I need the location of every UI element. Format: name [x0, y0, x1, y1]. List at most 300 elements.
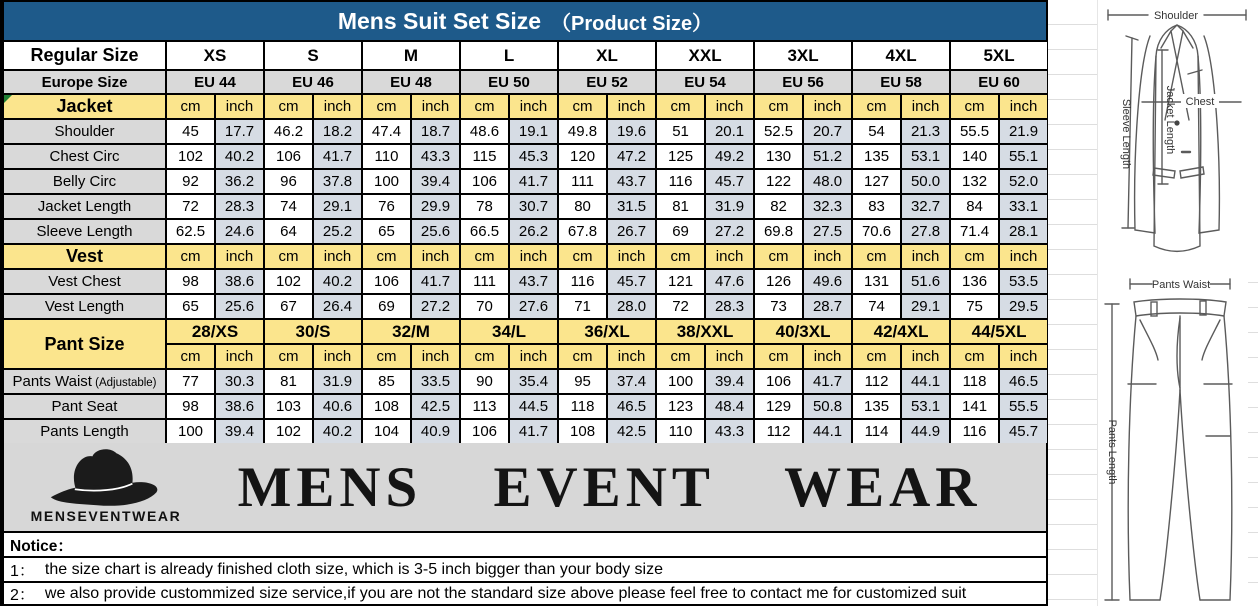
inch-value-cell: 31.5 — [607, 194, 656, 219]
unit-cm-cell: cm — [362, 244, 411, 269]
data-row — [3, 419, 1048, 444]
unit-cm-cell: cm — [656, 244, 705, 269]
inch-value-cell: 27.2 — [411, 294, 460, 319]
unit-cm-cell: cm — [558, 94, 607, 119]
inch-value-cell: 25.6 — [215, 294, 264, 319]
row-label: Sleeve Length — [3, 219, 166, 244]
cm-value-cell: 120 — [558, 144, 607, 169]
unit-inch-cell: inch — [803, 344, 852, 369]
row-label-suffix: (Adjustable) — [91, 377, 157, 389]
unit-cm-cell: cm — [656, 344, 705, 369]
cm-value-cell: 81 — [264, 369, 313, 394]
unit-cm-cell: cm — [950, 344, 999, 369]
cm-value-cell: 127 — [852, 169, 901, 194]
inch-value-cell: 32.3 — [803, 194, 852, 219]
inch-value-cell: 47.6 — [705, 269, 754, 294]
cm-value-cell: 112 — [754, 419, 803, 444]
inch-value-cell: 21.3 — [901, 119, 950, 144]
cm-value-cell: 129 — [754, 394, 803, 419]
pant-size-col-header: 30/S — [264, 319, 362, 344]
cm-value-cell: 135 — [852, 394, 901, 419]
notice-heading-row — [2, 531, 1048, 556]
inch-value-cell: 41.7 — [509, 169, 558, 194]
unit-inch-cell: inch — [999, 344, 1048, 369]
cm-value-cell: 90 — [460, 369, 509, 394]
cm-value-cell: 132 — [950, 169, 999, 194]
unit-inch-cell: inch — [901, 94, 950, 119]
cm-value-cell: 100 — [656, 369, 705, 394]
cm-value-cell: 70 — [460, 294, 509, 319]
cm-value-cell: 98 — [166, 269, 215, 294]
inch-value-cell: 46.5 — [999, 369, 1048, 394]
hat-icon — [31, 446, 181, 510]
cm-value-cell: 74 — [852, 294, 901, 319]
spreadsheet-gridlines-right — [1248, 258, 1258, 606]
row-label: Chest Circ — [3, 144, 166, 169]
cm-value-cell: 49.8 — [558, 119, 607, 144]
inch-value-cell: 21.9 — [999, 119, 1048, 144]
cm-value-cell: 65 — [362, 219, 411, 244]
inch-value-cell: 43.3 — [705, 419, 754, 444]
inch-value-cell: 35.4 — [509, 369, 558, 394]
inch-value-cell: 20.1 — [705, 119, 754, 144]
cm-value-cell: 98 — [166, 394, 215, 419]
inch-value-cell: 19.1 — [509, 119, 558, 144]
inch-value-cell: 53.5 — [999, 269, 1048, 294]
cm-value-cell: 100 — [362, 169, 411, 194]
unit-cm-cell: cm — [754, 94, 803, 119]
shoulder-label: Shoulder — [1153, 10, 1199, 22]
row-label: Pant Seat — [3, 394, 166, 419]
section-label-jacket: Jacket — [3, 94, 166, 119]
inch-value-cell: 25.6 — [411, 219, 460, 244]
inch-value-cell: 43.7 — [509, 269, 558, 294]
row-label: Vest Length — [3, 294, 166, 319]
inch-value-cell: 30.7 — [509, 194, 558, 219]
inch-value-cell: 40.2 — [313, 419, 362, 444]
cm-value-cell: 115 — [460, 144, 509, 169]
cm-value-cell: 46.2 — [264, 119, 313, 144]
inch-value-cell: 27.6 — [509, 294, 558, 319]
spreadsheet-gridlines-left — [1048, 0, 1098, 606]
data-row — [3, 119, 1048, 144]
inch-value-cell: 41.7 — [411, 269, 460, 294]
pants-diagram — [1100, 262, 1244, 606]
cm-value-cell: 131 — [852, 269, 901, 294]
cm-value-cell: 103 — [264, 394, 313, 419]
inch-value-cell: 49.2 — [705, 144, 754, 169]
cm-value-cell: 95 — [558, 369, 607, 394]
inch-value-cell: 40.2 — [313, 269, 362, 294]
unit-inch-cell: inch — [607, 244, 656, 269]
pant-size-col-header: 38/XXL — [656, 319, 754, 344]
cm-value-cell: 71.4 — [950, 219, 999, 244]
inch-value-cell: 27.2 — [705, 219, 754, 244]
europe-size-col-header: EU 60 — [950, 70, 1048, 94]
cm-value-cell: 45 — [166, 119, 215, 144]
size-col-header: 4XL — [852, 41, 950, 70]
data-row — [3, 369, 1048, 394]
unit-cm-cell: cm — [950, 94, 999, 119]
cm-value-cell: 72 — [656, 294, 705, 319]
size-table — [2, 40, 1049, 445]
unit-inch-cell: inch — [313, 344, 362, 369]
inch-value-cell: 30.3 — [215, 369, 264, 394]
cm-value-cell: 121 — [656, 269, 705, 294]
cm-value-cell: 111 — [558, 169, 607, 194]
pants-waist-label: Pants Waist — [1151, 279, 1211, 291]
cm-value-cell: 69 — [362, 294, 411, 319]
unit-cm-cell: cm — [558, 244, 607, 269]
comment-flag — [4, 95, 12, 103]
page-title-banner — [2, 0, 1048, 40]
size-col-header: M — [362, 41, 460, 70]
cm-value-cell: 130 — [754, 144, 803, 169]
unit-inch-cell: inch — [705, 244, 754, 269]
row-label: Jacket Length — [3, 194, 166, 219]
europe-size-row — [3, 70, 1048, 94]
cm-value-cell: 114 — [852, 419, 901, 444]
notice-heading: Notice： — [10, 537, 73, 555]
cm-value-cell: 104 — [362, 419, 411, 444]
inch-value-cell: 36.2 — [215, 169, 264, 194]
cm-value-cell: 106 — [362, 269, 411, 294]
cm-value-cell: 74 — [264, 194, 313, 219]
inch-value-cell: 39.4 — [411, 169, 460, 194]
inch-value-cell: 33.5 — [411, 369, 460, 394]
row-label: Vest Chest — [3, 269, 166, 294]
page-title: Mens Suit Set Size — [337, 7, 542, 34]
unit-inch-cell: inch — [999, 94, 1048, 119]
unit-inch-cell: inch — [313, 244, 362, 269]
cm-value-cell: 66.5 — [460, 219, 509, 244]
cm-value-cell: 71 — [558, 294, 607, 319]
inch-value-cell: 28.7 — [803, 294, 852, 319]
cm-value-cell: 100 — [166, 419, 215, 444]
cm-value-cell: 136 — [950, 269, 999, 294]
vest-header-row — [3, 244, 1048, 269]
unit-inch-cell: inch — [313, 94, 362, 119]
cm-value-cell: 110 — [362, 144, 411, 169]
inch-value-cell: 25.2 — [313, 219, 362, 244]
regular-size-label: Regular Size — [3, 41, 166, 70]
inch-value-cell: 24.6 — [215, 219, 264, 244]
unit-inch-cell: inch — [803, 244, 852, 269]
cm-value-cell: 135 — [852, 144, 901, 169]
size-col-header: XL — [558, 41, 656, 70]
unit-inch-cell: inch — [411, 344, 460, 369]
europe-size-col-header: EU 52 — [558, 70, 656, 94]
inch-value-cell: 42.5 — [607, 419, 656, 444]
unit-inch-cell: inch — [509, 244, 558, 269]
inch-value-cell: 51.6 — [901, 269, 950, 294]
inch-value-cell: 45.7 — [607, 269, 656, 294]
cm-value-cell: 85 — [362, 369, 411, 394]
inch-value-cell: 47.2 — [607, 144, 656, 169]
unit-cm-cell: cm — [166, 344, 215, 369]
cm-value-cell: 70.6 — [852, 219, 901, 244]
unit-inch-cell: inch — [215, 94, 264, 119]
cm-value-cell: 123 — [656, 394, 705, 419]
cm-value-cell: 118 — [950, 369, 999, 394]
cm-value-cell: 140 — [950, 144, 999, 169]
inch-value-cell: 48.4 — [705, 394, 754, 419]
inch-value-cell: 28.3 — [705, 294, 754, 319]
inch-value-cell: 39.4 — [705, 369, 754, 394]
data-row — [3, 269, 1048, 294]
unit-cm-cell: cm — [754, 244, 803, 269]
inch-value-cell: 26.7 — [607, 219, 656, 244]
cm-value-cell: 76 — [362, 194, 411, 219]
pant-size-col-header: 32/M — [362, 319, 460, 344]
inch-value-cell: 55.5 — [999, 394, 1048, 419]
cm-value-cell: 73 — [754, 294, 803, 319]
cm-value-cell: 102 — [264, 419, 313, 444]
europe-size-col-header: EU 46 — [264, 70, 362, 94]
inch-value-cell: 45.7 — [999, 419, 1048, 444]
europe-size-label: Europe Size — [3, 70, 166, 94]
inch-value-cell: 33.1 — [999, 194, 1048, 219]
europe-size-col-header: EU 48 — [362, 70, 460, 94]
cm-value-cell: 110 — [656, 419, 705, 444]
cm-value-cell: 92 — [166, 169, 215, 194]
unit-cm-cell: cm — [166, 94, 215, 119]
notices — [2, 531, 1048, 606]
unit-cm-cell: cm — [656, 94, 705, 119]
inch-value-cell: 50.0 — [901, 169, 950, 194]
unit-cm-cell: cm — [852, 344, 901, 369]
pant-size-col-header: 34/L — [460, 319, 558, 344]
notice-item-2 — [2, 581, 1048, 606]
section-label-pant: Pant Size — [3, 319, 166, 369]
inch-value-cell: 20.7 — [803, 119, 852, 144]
inch-value-cell: 26.4 — [313, 294, 362, 319]
cm-value-cell: 69.8 — [754, 219, 803, 244]
notice-item-1 — [2, 556, 1048, 581]
cm-value-cell: 83 — [852, 194, 901, 219]
cm-value-cell: 106 — [754, 369, 803, 394]
europe-size-col-header: EU 58 — [852, 70, 950, 94]
size-col-header: XXL — [656, 41, 754, 70]
inch-value-cell: 19.6 — [607, 119, 656, 144]
unit-cm-cell: cm — [558, 344, 607, 369]
unit-cm-cell: cm — [754, 344, 803, 369]
unit-inch-cell: inch — [215, 344, 264, 369]
data-row — [3, 169, 1048, 194]
unit-inch-cell: inch — [999, 244, 1048, 269]
inch-value-cell: 28.0 — [607, 294, 656, 319]
cm-value-cell: 69 — [656, 219, 705, 244]
cm-value-cell: 64 — [264, 219, 313, 244]
unit-cm-cell: cm — [362, 344, 411, 369]
unit-cm-cell: cm — [166, 244, 215, 269]
inch-value-cell: 32.7 — [901, 194, 950, 219]
unit-cm-cell: cm — [852, 94, 901, 119]
pant-size-col-header: 40/3XL — [754, 319, 852, 344]
cm-value-cell: 116 — [656, 169, 705, 194]
inch-value-cell: 53.1 — [901, 394, 950, 419]
inch-value-cell: 27.5 — [803, 219, 852, 244]
inch-value-cell: 41.7 — [313, 144, 362, 169]
size-table-wrap — [2, 40, 1048, 445]
unit-inch-cell: inch — [215, 244, 264, 269]
cm-value-cell: 82 — [754, 194, 803, 219]
unit-inch-cell: inch — [705, 344, 754, 369]
section-label-vest: Vest — [3, 244, 166, 269]
cm-value-cell: 72 — [166, 194, 215, 219]
cm-value-cell: 62.5 — [166, 219, 215, 244]
europe-size-col-header: EU 54 — [656, 70, 754, 94]
unit-inch-cell: inch — [901, 344, 950, 369]
cm-value-cell: 67.8 — [558, 219, 607, 244]
inch-value-cell: 43.3 — [411, 144, 460, 169]
unit-inch-cell: inch — [509, 344, 558, 369]
cm-value-cell: 126 — [754, 269, 803, 294]
cm-value-cell: 112 — [852, 369, 901, 394]
row-label: Shoulder — [3, 119, 166, 144]
inch-value-cell: 18.2 — [313, 119, 362, 144]
inch-value-cell: 38.6 — [215, 394, 264, 419]
inch-value-cell: 29.9 — [411, 194, 460, 219]
size-col-header: 3XL — [754, 41, 852, 70]
sleeve-length-label: Sleeve Length — [1120, 98, 1132, 170]
size-col-header: XS — [166, 41, 264, 70]
inch-value-cell: 37.4 — [607, 369, 656, 394]
unit-cm-cell: cm — [264, 244, 313, 269]
inch-value-cell: 44.9 — [901, 419, 950, 444]
data-row — [3, 144, 1048, 169]
cm-value-cell: 116 — [558, 269, 607, 294]
inch-value-cell: 44.5 — [509, 394, 558, 419]
data-row — [3, 194, 1048, 219]
inch-value-cell: 28.3 — [215, 194, 264, 219]
cm-value-cell: 80 — [558, 194, 607, 219]
pants-length-label: Pants Length — [1106, 419, 1118, 485]
cm-value-cell: 106 — [264, 144, 313, 169]
inch-value-cell: 45.3 — [509, 144, 558, 169]
data-row — [3, 394, 1048, 419]
size-col-header: L — [460, 41, 558, 70]
pant-size-col-header: 42/4XL — [852, 319, 950, 344]
cm-value-cell: 54 — [852, 119, 901, 144]
cm-value-cell: 65 — [166, 294, 215, 319]
cm-value-cell: 113 — [460, 394, 509, 419]
inch-value-cell: 44.1 — [901, 369, 950, 394]
diagram-panel — [1048, 0, 1258, 606]
pant-size-col-header: 36/XL — [558, 319, 656, 344]
inch-value-cell: 40.6 — [313, 394, 362, 419]
cm-value-cell: 141 — [950, 394, 999, 419]
cm-value-cell: 48.6 — [460, 119, 509, 144]
data-row — [3, 219, 1048, 244]
size-col-header: 5XL — [950, 41, 1048, 70]
notice-2-text: we also provide custommized size service,if you are not the standard size above please feel free to contact me for customized suit — [44, 584, 967, 602]
regular-size-row — [3, 41, 1048, 70]
pant-size-col-header: 44/5XL — [950, 319, 1048, 344]
inch-value-cell: 55.1 — [999, 144, 1048, 169]
cm-value-cell: 47.4 — [362, 119, 411, 144]
cm-value-cell: 125 — [656, 144, 705, 169]
inch-value-cell: 38.6 — [215, 269, 264, 294]
inch-value-cell: 26.2 — [509, 219, 558, 244]
inch-value-cell: 45.7 — [705, 169, 754, 194]
cm-value-cell: 118 — [558, 394, 607, 419]
brand-wordmark: MENSEVENTWEAR — [30, 508, 182, 524]
jacket-diagram — [1098, 2, 1256, 258]
cm-value-cell: 116 — [950, 419, 999, 444]
unit-cm-cell: cm — [950, 244, 999, 269]
inch-value-cell: 39.4 — [215, 419, 264, 444]
unit-cm-cell: cm — [460, 344, 509, 369]
cm-value-cell: 108 — [558, 419, 607, 444]
cm-value-cell: 102 — [166, 144, 215, 169]
inch-value-cell: 51.2 — [803, 144, 852, 169]
jacket-header-row — [3, 94, 1048, 119]
inch-value-cell: 46.5 — [607, 394, 656, 419]
inch-value-cell: 42.5 — [411, 394, 460, 419]
inch-value-cell: 50.8 — [803, 394, 852, 419]
unit-cm-cell: cm — [264, 94, 313, 119]
europe-size-col-header: EU 56 — [754, 70, 852, 94]
unit-inch-cell: inch — [607, 94, 656, 119]
cm-value-cell: 77 — [166, 369, 215, 394]
inch-value-cell: 28.1 — [999, 219, 1048, 244]
unit-cm-cell: cm — [460, 244, 509, 269]
inch-value-cell: 18.7 — [411, 119, 460, 144]
inch-value-cell: 52.0 — [999, 169, 1048, 194]
inch-value-cell: 48.0 — [803, 169, 852, 194]
europe-size-col-header: EU 50 — [460, 70, 558, 94]
row-label: Pants Length — [3, 419, 166, 444]
inch-value-cell: 17.7 — [215, 119, 264, 144]
cm-value-cell: 78 — [460, 194, 509, 219]
inch-value-cell: 44.1 — [803, 419, 852, 444]
pant-size-header-row — [3, 319, 1048, 344]
notice-2-num: 2： — [10, 587, 35, 604]
inch-value-cell: 27.8 — [901, 219, 950, 244]
cm-value-cell: 108 — [362, 394, 411, 419]
cm-value-cell: 102 — [264, 269, 313, 294]
page-title-sub: （Product Size） — [551, 12, 713, 35]
unit-cm-cell: cm — [852, 244, 901, 269]
inch-value-cell: 31.9 — [313, 369, 362, 394]
cm-value-cell: 106 — [460, 169, 509, 194]
inch-value-cell: 41.7 — [803, 369, 852, 394]
cm-value-cell: 96 — [264, 169, 313, 194]
cm-value-cell: 81 — [656, 194, 705, 219]
cm-value-cell: 106 — [460, 419, 509, 444]
cm-value-cell: 51 — [656, 119, 705, 144]
unit-inch-cell: inch — [607, 344, 656, 369]
inch-value-cell: 49.6 — [803, 269, 852, 294]
unit-inch-cell: inch — [509, 94, 558, 119]
row-label: Belly Circ — [3, 169, 166, 194]
cm-value-cell: 122 — [754, 169, 803, 194]
inch-value-cell: 29.1 — [313, 194, 362, 219]
cm-value-cell: 84 — [950, 194, 999, 219]
unit-cm-cell: cm — [460, 94, 509, 119]
europe-size-col-header: EU 44 — [166, 70, 264, 94]
brand-big-text: MENS EVENT WEAR — [237, 455, 982, 519]
unit-cm-cell: cm — [264, 344, 313, 369]
inch-value-cell: 53.1 — [901, 144, 950, 169]
jacket-length-label: Jacket Length — [1164, 85, 1176, 155]
cm-value-cell: 55.5 — [950, 119, 999, 144]
inch-value-cell: 29.1 — [901, 294, 950, 319]
unit-inch-cell: inch — [803, 94, 852, 119]
brand-band — [2, 443, 1048, 531]
cm-value-cell: 52.5 — [754, 119, 803, 144]
